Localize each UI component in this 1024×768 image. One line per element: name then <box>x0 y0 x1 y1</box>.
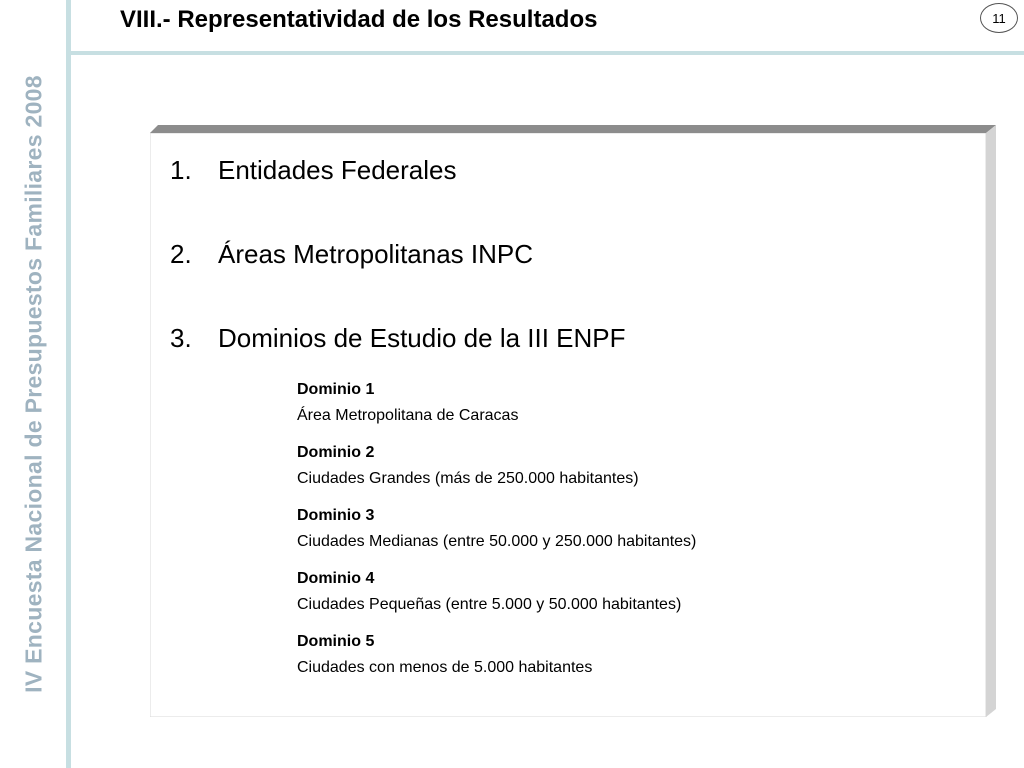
main-list <box>170 155 626 407</box>
domain-entry <box>297 564 696 627</box>
domain-description: Ciudades Pequeñas (entre 5.000 y 50.000 habitantes) <box>297 596 682 613</box>
list-label: Dominios de Estudio de la III ENPF <box>218 323 626 353</box>
domain-description: Área Metropolitana de Caracas <box>297 407 519 424</box>
content-area <box>150 125 996 717</box>
domain-name: Dominio 3 <box>297 507 375 524</box>
domain-description: Ciudades Medianas (entre 50.000 y 250.000 habitantes) <box>297 533 697 550</box>
page-title: VIII.- Representatividad de los Resultados <box>120 6 598 33</box>
domain-list <box>297 375 696 690</box>
domain-entry <box>297 375 696 438</box>
side-divider <box>66 0 71 768</box>
content-box <box>150 125 996 717</box>
domain-description: Ciudades Grandes (más de 250.000 habitantes) <box>297 470 639 487</box>
list-label: Entidades Federales <box>218 155 457 185</box>
vertical-survey-title: IV Encuesta Nacional de Presupuestos Familiares 2008 <box>20 75 47 693</box>
list-number: 3. <box>170 323 192 353</box>
domain-description: Ciudades con menos de 5.000 habitantes <box>297 659 593 676</box>
header-divider <box>70 51 1024 55</box>
list-number: 2. <box>170 239 192 269</box>
domain-entry <box>297 501 696 564</box>
page-number-badge: 11 <box>980 3 1018 33</box>
domain-name: Dominio 1 <box>297 381 375 398</box>
domain-entry <box>297 438 696 501</box>
list-item <box>170 155 626 239</box>
domain-entry <box>297 627 696 690</box>
domain-name: Dominio 4 <box>297 570 375 587</box>
list-number: 1. <box>170 155 192 185</box>
list-label: Áreas Metropolitanas INPC <box>218 239 534 269</box>
domain-name: Dominio 2 <box>297 444 375 461</box>
list-item <box>170 239 626 323</box>
domain-name: Dominio 5 <box>297 633 375 650</box>
